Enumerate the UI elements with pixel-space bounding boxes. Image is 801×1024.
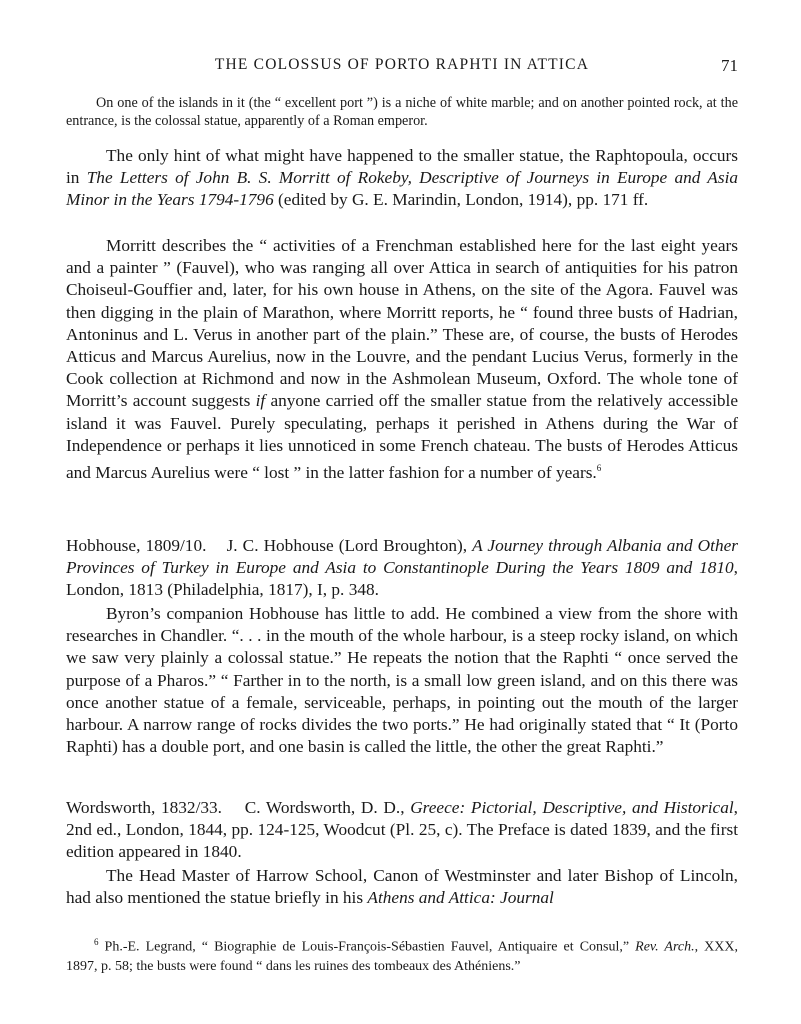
hobhouse-book-title: A Journey through Albania and Other Provinces of Turkey in Europe and Asia to Constantinople During the Years 1809 and 1810 xyxy=(66,536,743,578)
paragraph-wordsworth xyxy=(66,865,738,909)
hobhouse-text-a: Hobhouse, 1809/10. J. C. Hobhouse (Lord Broughton), xyxy=(66,536,473,555)
running-title: THE COLOSSUS OF PORTO RAPHTI IN ATTICA xyxy=(214,56,590,73)
paragraph-morritt-fauvel xyxy=(66,235,738,484)
para1-text-b: (edited by G. E. Marindin, London, 1914), pp. 171 ff. xyxy=(273,190,649,210)
wordsworth-text-b: , 2nd ed., London, 1844, pp. 124-125, Woodcut (Pl. 25, c). The Preface is dated 1839, and the first edition appeared in 1840. xyxy=(66,798,743,862)
para1-book-title: The Letters of John B. S. Morritt of Rokeby, Descriptive of Journeys in Europe and Asia Minor in the Years 1794-1796 xyxy=(66,168,739,210)
para2-emphasis: if xyxy=(255,391,266,411)
para2-text-a: Morritt describes the “ activities of a Frenchman established here for the last eight years and a painter ” (Fauvel), who was ranging all over Attica in search of antiquities for his patron Choiseul-Gouffier and, later, for his own house in Athens, on the site of the Agora. Fauvel was then digging in the plain of Marathon, where Morritt reports, he “ found three busts of Hadrian, Antoninus and L. Verus in another part of the plain.” These are, of course, the busts of Herodes Atticus and Marcus Aurelius, now in the Louvre, and the pendant Lucius Verus, formerly in the Cook collection at Richmond and now in the Ashmolean Museum, Oxford. The whole tone of Morritt’s account suggests xyxy=(66,236,738,411)
para4-book-title: Athens and Attica: Journal xyxy=(367,888,554,908)
footnote-journal: Rev. Arch. xyxy=(635,939,695,955)
entry-hobhouse xyxy=(66,535,743,602)
footnote xyxy=(66,933,738,976)
para3-text: Byron’s companion Hobhouse has little to add. He combined a view from the shore with researches in Chandler. “. . . in the mouth of the whole harbour, is a steep rocky island, on which we saw very plainly a colossal statue.” He repeats the notion that the Raphti “ once served the purpose of a Pharos.” “ Farther in to the north, is a small low green island, and on this there was once another statue of a female, serviceable, perhaps, in pointing out the mouth of the larger harbour. A narrow range of rocks divides the two ports.” He had originally stated that “ It (Porto Raphti) has a double port, and one basin is called the little, the other the great Raphti.” xyxy=(66,604,738,757)
wordsworth-book-title: Greece: Pictorial, Descriptive, and Historical xyxy=(410,798,734,817)
para2-text-b: anyone carried off the smaller statue from the relatively accessible island it was Fauvel. Purely speculating, perhaps it perished in Athens during the War of Independence or perhaps it lies unnoticed in some French chateau. The busts of Herodes Atticus and Marcus Aurelius were “ lost ” in the latter fashion for a number of years. xyxy=(66,391,738,482)
block-quote xyxy=(66,94,738,130)
footnote-text-b: , XXX, 1897, p. 58; the busts were found “ dans les ruines des tombeaux des Athéniens.” xyxy=(66,939,738,974)
paragraph-hobhouse xyxy=(66,603,738,758)
entry-wordsworth xyxy=(66,797,743,864)
paragraph-morritt-letters xyxy=(66,145,738,212)
footnote-reference: 6 xyxy=(596,463,602,474)
page-header xyxy=(66,56,738,76)
hobhouse-text-b: , London, 1813 (Philadelphia, 1817), I, p. 348. xyxy=(66,558,743,600)
page-number: 71 xyxy=(721,56,738,75)
para1-text-a: The only hint of what might have happened to the smaller statue, the Raphtopoula, occurs in xyxy=(66,146,738,188)
quote-text: On one of the islands in it (the “ excellent port ”) is a niche of white marble; and on another pointed rock, at the entrance, is the colossal statue, apparently of a Roman emperor. xyxy=(66,95,738,129)
footnote-marker: 6 xyxy=(94,937,99,947)
para4-text-a: The Head Master of Harrow School, Canon of Westminster and later Bishop of Lincoln, had also mentioned the statue briefly in his xyxy=(66,866,738,908)
wordsworth-text-a: Wordsworth, 1832/33. C. Wordsworth, D. D., xyxy=(66,798,411,817)
footnote-text-a: Ph.-E. Legrand, “ Biographie de Louis-François-Sébastien Fauvel, Antiquaire et Consul,” xyxy=(98,939,636,955)
